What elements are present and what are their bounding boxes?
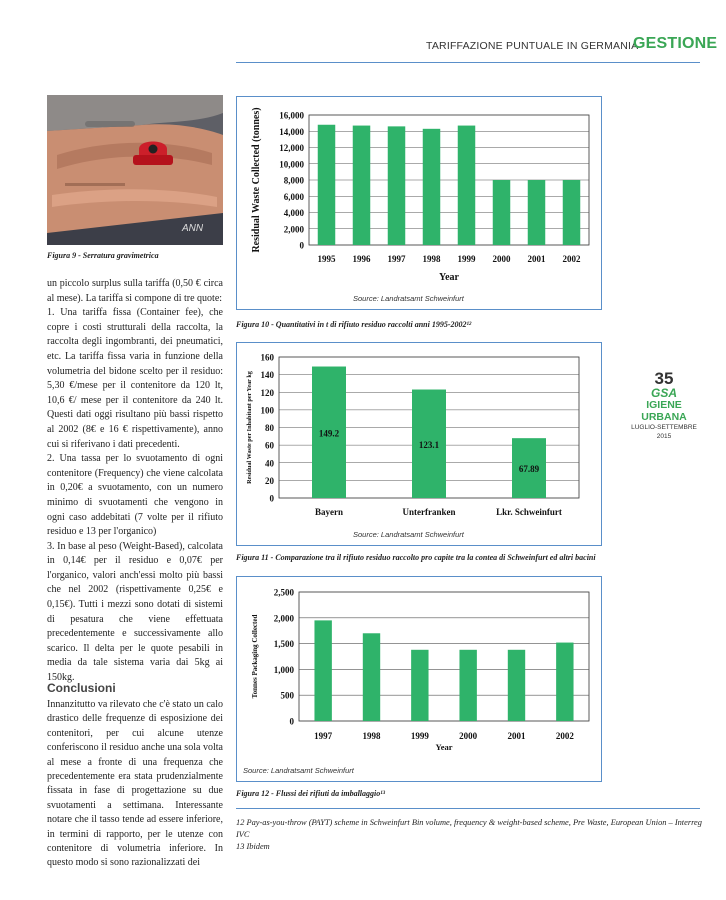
- figure-10-caption: Figura 10 - Quantitativi in t di rifiuto residuo raccolti anni 1995-2002¹²: [236, 320, 472, 329]
- x-tick-label: 1995: [317, 254, 336, 264]
- figure-12-caption: Figura 12 - Flussi dei rifiuti da imballaggio¹³: [236, 789, 386, 798]
- bar: [353, 126, 371, 245]
- x-tick-label: 1998: [362, 731, 381, 741]
- y-tick-label: 2,000: [273, 613, 294, 624]
- y-tick-label: 14,000: [279, 126, 304, 137]
- bar: [318, 125, 336, 245]
- x-tick-label: 2000: [492, 254, 511, 264]
- header-rule: [236, 62, 700, 63]
- running-header: TARIFFAZIONE PUNTUALE IN GERMANIA: [426, 40, 639, 52]
- y-axis-label: Residual Waste per Inhabitant per Year kg: [246, 371, 253, 484]
- paragraph-intro: un piccolo surplus sulla tariffa (0,50 € circa al mese). La tariffa si compone di tre quote:: [47, 278, 223, 304]
- paragraph-weight-based: 3. In base al peso (Weight-Based), calcolata in 0,14€ per il residuo e 0,07€ per l'organico, valori anch'essi molto più bassi che nel 2002 (rispettivamente 0,25€ e 0,15€). Tutti i mezzi sono dotati di sistemi di pesatura che viene effettuata precedentemente e successivamente allo scarico. Il delta per le quote pesabili in media da tale sistema varia dai 5kg ai 150kg.: [47, 540, 223, 684]
- y-tick-label: 0: [299, 240, 304, 251]
- figure-9-caption: Figura 9 - Serratura gravimetrica: [47, 251, 159, 260]
- x-tick-label: 2002: [562, 254, 581, 264]
- y-tick-label: 16,000: [279, 110, 304, 121]
- magazine-name: IGIENE URBANA: [641, 399, 687, 423]
- data-label: 123.1: [418, 439, 440, 450]
- y-tick-label: 60: [265, 440, 274, 451]
- y-tick-label: 2,000: [283, 224, 304, 235]
- paragraph-frequency: 2. Una tassa per lo svuotamento di ogni contenitore (Frequency) che viene calcolata in 0,20€ a svuotamento, con un numero minimo di svuotamenti che vengono in ogni caso addebitati (7 volte per il rifiuto residuo e 13 per l'organico): [47, 453, 223, 538]
- y-tick-label: 20: [265, 475, 274, 486]
- y-tick-label: 4,000: [283, 208, 304, 218]
- magazine-logo: GSA: [650, 386, 677, 400]
- x-tick-label: 1997: [314, 731, 333, 741]
- data-label: 149.2: [318, 428, 340, 439]
- x-axis-label: Year: [439, 272, 459, 283]
- bar: [314, 620, 331, 721]
- plot-frame: [299, 592, 589, 721]
- x-tick-label: 1997: [387, 254, 406, 264]
- y-tick-label: 0: [269, 493, 274, 504]
- chart-svg: [237, 97, 601, 309]
- x-tick-label: 1996: [352, 254, 371, 264]
- figure-10-chart: [236, 96, 602, 310]
- bar: [411, 650, 428, 721]
- bar: [423, 129, 441, 245]
- x-tick-label: 1999: [457, 254, 476, 264]
- y-tick-label: 8,000: [283, 175, 304, 186]
- figure-12-chart: [236, 576, 602, 782]
- magazine-badge: [626, 370, 702, 441]
- bar: [528, 180, 546, 245]
- y-tick-label: 120: [260, 387, 274, 398]
- container-lock-photo: [47, 95, 223, 245]
- x-tick-label: 1998: [422, 254, 441, 264]
- chart-source: Source: Landratsamt Schweinfurt: [243, 766, 354, 775]
- bar: [388, 126, 406, 245]
- bar: [459, 650, 476, 721]
- y-tick-label: 6,000: [283, 191, 304, 202]
- y-tick-label: 40: [265, 458, 274, 469]
- footnote-rule: [236, 808, 700, 809]
- chart-svg: [237, 577, 601, 781]
- y-tick-label: 140: [260, 370, 274, 381]
- conclusions-heading: Conclusioni: [47, 681, 116, 695]
- magazine-issue: LUGLIO-SETTEMBRE 2015: [631, 424, 697, 440]
- y-tick-label: 10,000: [279, 159, 304, 170]
- x-tick-label: Bayern: [315, 507, 343, 517]
- y-tick-label: 12,000: [279, 143, 304, 153]
- y-tick-label: 80: [265, 423, 274, 433]
- section-label: GESTIONE: [633, 35, 718, 52]
- figure-11-chart: [236, 342, 602, 546]
- x-tick-label: Lkr. Schweinfurt: [496, 507, 562, 517]
- y-tick-label: 160: [260, 352, 274, 363]
- chart-source: Source: Landratsamt Schweinfurt: [353, 294, 464, 303]
- y-tick-label: 1,000: [273, 664, 294, 675]
- x-tick-label: 2001: [527, 254, 546, 264]
- x-tick-label: 2001: [507, 731, 526, 741]
- y-tick-label: 2,500: [273, 587, 294, 598]
- bar: [563, 180, 581, 245]
- x-tick-label: 2002: [555, 731, 574, 741]
- x-tick-label: 1999: [410, 731, 429, 741]
- y-tick-label: 0: [289, 716, 294, 727]
- conclusions-text: Innanzitutto va rilevato che c'è stato un calo drastico delle frequenze di esposizione dei contenitori, per cui alcune utenze conferiscono il residuo anche una sola volta al mese a fronte di una frequenza che precedentemente era stata prudenzialmente fissata in fase di progettazione su due svuotamenti a settimana. Interessante notare che il tasso tende ad essere inferiore, in termini di rapporto, per le utenze con contenitore di volumetria inferiore. In questo modo si sono razionalizzati dei: [47, 699, 223, 869]
- footnotes: [236, 817, 704, 853]
- chart-source: Source: Landratsamt Schweinfurt: [353, 530, 464, 539]
- bar: [458, 126, 476, 245]
- chart-svg: [237, 343, 601, 545]
- footnote-12: 12 Pay-as-you-throw (PAYT) scheme in Schweinfurt Bin volume, frequency & weight-based scheme, Pre Waste, European Union – Interreg IVC: [236, 818, 702, 839]
- y-tick-label: 1,500: [273, 639, 294, 650]
- article-body: [47, 277, 223, 686]
- page-number: 35: [654, 369, 674, 388]
- y-tick-label: 100: [260, 405, 274, 416]
- x-tick-label: Unterfranken: [402, 507, 456, 517]
- bar: [508, 650, 525, 721]
- x-tick-label: 2000: [459, 731, 478, 741]
- y-axis-label: Residual Waste Collected (tonnes): [251, 107, 262, 253]
- x-axis-label: Year: [435, 742, 453, 752]
- y-axis-label: Tonnes Packaging Collected: [251, 614, 259, 699]
- footnote-13: 13 Ibidem: [236, 842, 270, 851]
- bar: [556, 643, 573, 721]
- figure-11-caption: Figura 11 - Comparazione tra il rifiuto residuo raccolto pro capite tra la contea di Schweinfurt ed altri bacini: [236, 553, 596, 562]
- paragraph-container-fee: 1. Una tariffa fissa (Container fee), che copre i costi strutturali della raccolta, la raccolta degli ingombranti, dei pneumatici, etc. La tariffa fissa varia in funzione della volumetria del bidone scelto per il residuo: 5,30 €/mese per il contenitore da 120 lt, 10,6 €/ mese per il contenitore da 240 lt. Questi dati oggi risultano più bassi rispetto al 2002 (8€ e 16 € rispettivamente), anno cui si riferivano i dati precedenti.: [47, 307, 223, 450]
- svg-text:ANN: ANN: [182, 223, 204, 234]
- data-label: 67.89: [518, 464, 540, 475]
- y-tick-label: 500: [280, 690, 294, 701]
- bar: [493, 180, 511, 245]
- bar: [363, 633, 380, 721]
